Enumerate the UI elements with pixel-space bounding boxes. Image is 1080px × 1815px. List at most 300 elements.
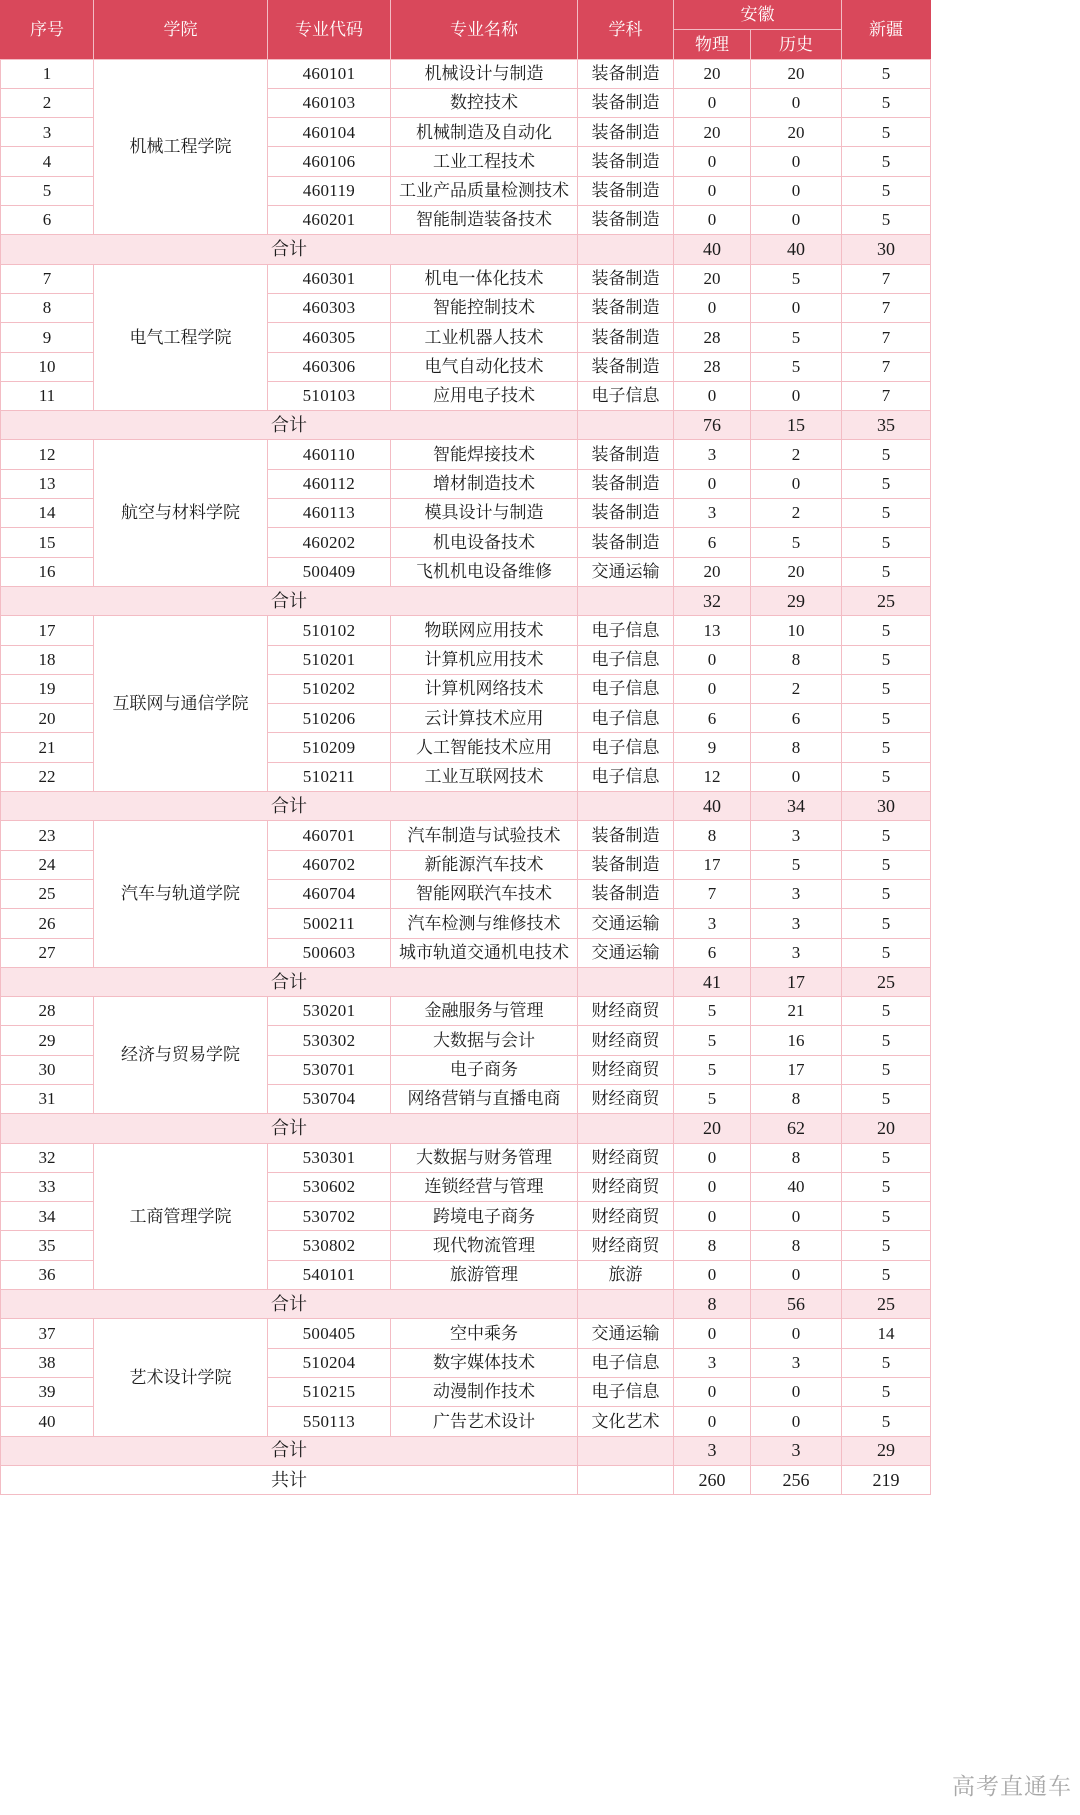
subtotal-anhui-physics: 40 — [674, 792, 751, 821]
subtotal-anhui-physics: 76 — [674, 411, 751, 440]
cell-anhui-history: 20 — [751, 557, 842, 586]
subtotal-label: 合计 — [1, 967, 578, 996]
cell-discipline: 装备制造 — [578, 118, 674, 147]
cell-anhui-history: 17 — [751, 1055, 842, 1084]
cell-anhui-physics: 28 — [674, 323, 751, 352]
cell-major-name: 新能源汽车技术 — [391, 850, 578, 879]
cell-anhui-physics: 0 — [674, 1319, 751, 1348]
subtotal-anhui-history: 17 — [751, 967, 842, 996]
cell-discipline: 装备制造 — [578, 821, 674, 850]
cell-discipline: 装备制造 — [578, 850, 674, 879]
header-row-1 — [1, 1, 931, 30]
cell-xinjiang: 5 — [842, 616, 931, 645]
cell-major-name: 数字媒体技术 — [391, 1348, 578, 1377]
grand-total-row — [1, 1465, 931, 1494]
cell-discipline: 文化艺术 — [578, 1407, 674, 1436]
cell-discipline: 电子信息 — [578, 616, 674, 645]
cell-xinjiang: 5 — [842, 147, 931, 176]
cell-major-name: 旅游管理 — [391, 1260, 578, 1289]
subtotal-xinjiang: 25 — [842, 967, 931, 996]
subtotal-row — [1, 1290, 931, 1319]
subtotal-discipline-spacer — [578, 792, 674, 821]
table-row — [1, 616, 931, 645]
cell-major-name: 计算机网络技术 — [391, 674, 578, 703]
cell-major-name: 广告艺术设计 — [391, 1407, 578, 1436]
cell-major-code: 460303 — [268, 293, 391, 322]
cell-major-code: 510102 — [268, 616, 391, 645]
cell-major-name: 智能控制技术 — [391, 293, 578, 322]
cell-xinjiang: 5 — [842, 645, 931, 674]
cell-major-code: 530701 — [268, 1055, 391, 1084]
cell-seq: 32 — [1, 1143, 94, 1172]
cell-anhui-history: 40 — [751, 1172, 842, 1201]
cell-anhui-history: 10 — [751, 616, 842, 645]
cell-major-name: 工业工程技术 — [391, 147, 578, 176]
cell-anhui-history: 8 — [751, 645, 842, 674]
subtotal-anhui-history: 56 — [751, 1290, 842, 1319]
cell-seq: 3 — [1, 118, 94, 147]
cell-anhui-history: 3 — [751, 909, 842, 938]
cell-major-name: 现代物流管理 — [391, 1231, 578, 1260]
cell-anhui-physics: 0 — [674, 1377, 751, 1406]
cell-seq: 20 — [1, 704, 94, 733]
cell-seq: 7 — [1, 264, 94, 293]
cell-discipline: 电子信息 — [578, 674, 674, 703]
cell-seq: 2 — [1, 88, 94, 117]
cell-seq: 30 — [1, 1055, 94, 1084]
grand-total-discipline-spacer — [578, 1465, 674, 1494]
cell-xinjiang: 5 — [842, 440, 931, 469]
cell-anhui-physics: 0 — [674, 293, 751, 322]
cell-anhui-physics: 0 — [674, 1202, 751, 1231]
cell-major-code: 460704 — [268, 879, 391, 908]
cell-anhui-physics: 5 — [674, 1084, 751, 1113]
cell-anhui-history: 3 — [751, 938, 842, 967]
subtotal-anhui-history: 3 — [751, 1436, 842, 1465]
cell-discipline: 财经商贸 — [578, 1202, 674, 1231]
cell-seq: 9 — [1, 323, 94, 352]
subtotal-anhui-physics: 32 — [674, 586, 751, 615]
cell-anhui-history: 8 — [751, 733, 842, 762]
cell-xinjiang: 5 — [842, 1084, 931, 1113]
cell-seq: 40 — [1, 1407, 94, 1436]
cell-major-code: 460119 — [268, 176, 391, 205]
subtotal-anhui-history: 62 — [751, 1114, 842, 1143]
cell-major-name: 数控技术 — [391, 88, 578, 117]
subtotal-label: 合计 — [1, 1114, 578, 1143]
cell-seq: 38 — [1, 1348, 94, 1377]
cell-discipline: 财经商贸 — [578, 1172, 674, 1201]
cell-college: 机械工程学院 — [94, 59, 268, 235]
column-header-major-name: 专业名称 — [391, 1, 578, 60]
cell-anhui-history: 0 — [751, 1202, 842, 1231]
cell-discipline: 装备制造 — [578, 176, 674, 205]
cell-anhui-physics: 20 — [674, 118, 751, 147]
column-header-anhui-physics: 物理 — [674, 30, 751, 59]
column-header-seq: 序号 — [1, 1, 94, 60]
cell-major-code: 530302 — [268, 1026, 391, 1055]
cell-discipline: 交通运输 — [578, 557, 674, 586]
column-header-major-code: 专业代码 — [268, 1, 391, 60]
cell-major-code: 460702 — [268, 850, 391, 879]
cell-major-code: 530702 — [268, 1202, 391, 1231]
cell-major-name: 物联网应用技术 — [391, 616, 578, 645]
cell-anhui-history: 2 — [751, 674, 842, 703]
cell-anhui-physics: 28 — [674, 352, 751, 381]
cell-seq: 4 — [1, 147, 94, 176]
cell-seq: 35 — [1, 1231, 94, 1260]
cell-anhui-physics: 7 — [674, 879, 751, 908]
cell-xinjiang: 5 — [842, 1055, 931, 1084]
cell-anhui-history: 0 — [751, 1407, 842, 1436]
cell-xinjiang: 5 — [842, 88, 931, 117]
cell-xinjiang: 5 — [842, 762, 931, 791]
cell-anhui-physics: 0 — [674, 176, 751, 205]
cell-major-code: 510202 — [268, 674, 391, 703]
cell-seq: 18 — [1, 645, 94, 674]
cell-discipline: 装备制造 — [578, 440, 674, 469]
cell-major-code: 460202 — [268, 528, 391, 557]
cell-xinjiang: 5 — [842, 118, 931, 147]
cell-major-name: 大数据与财务管理 — [391, 1143, 578, 1172]
cell-discipline: 电子信息 — [578, 1348, 674, 1377]
cell-anhui-physics: 0 — [674, 88, 751, 117]
cell-anhui-physics: 5 — [674, 1026, 751, 1055]
cell-anhui-physics: 6 — [674, 528, 751, 557]
table-row — [1, 440, 931, 469]
cell-xinjiang: 7 — [842, 323, 931, 352]
table-row — [1, 59, 931, 88]
cell-discipline: 交通运输 — [578, 909, 674, 938]
cell-xinjiang: 5 — [842, 1407, 931, 1436]
cell-xinjiang: 5 — [842, 1143, 931, 1172]
column-header-discipline: 学科 — [578, 1, 674, 60]
cell-discipline: 电子信息 — [578, 645, 674, 674]
cell-major-name: 飞机机电设备维修 — [391, 557, 578, 586]
cell-anhui-physics: 8 — [674, 821, 751, 850]
cell-anhui-history: 20 — [751, 59, 842, 88]
cell-anhui-history: 5 — [751, 850, 842, 879]
cell-anhui-history: 0 — [751, 293, 842, 322]
cell-discipline: 装备制造 — [578, 59, 674, 88]
subtotal-label: 合计 — [1, 1436, 578, 1465]
cell-seq: 5 — [1, 176, 94, 205]
cell-anhui-physics: 0 — [674, 147, 751, 176]
cell-college: 工商管理学院 — [94, 1143, 268, 1289]
cell-college: 航空与材料学院 — [94, 440, 268, 586]
subtotal-discipline-spacer — [578, 1290, 674, 1319]
cell-discipline: 电子信息 — [578, 733, 674, 762]
cell-xinjiang: 7 — [842, 264, 931, 293]
cell-anhui-physics: 0 — [674, 1172, 751, 1201]
cell-discipline: 装备制造 — [578, 293, 674, 322]
cell-anhui-history: 3 — [751, 879, 842, 908]
subtotal-xinjiang: 25 — [842, 586, 931, 615]
cell-discipline: 财经商贸 — [578, 997, 674, 1026]
cell-xinjiang: 5 — [842, 821, 931, 850]
cell-anhui-history: 6 — [751, 704, 842, 733]
cell-major-name: 空中乘务 — [391, 1319, 578, 1348]
cell-anhui-history: 0 — [751, 762, 842, 791]
cell-major-name: 工业机器人技术 — [391, 323, 578, 352]
cell-discipline: 电子信息 — [578, 762, 674, 791]
cell-discipline: 装备制造 — [578, 88, 674, 117]
cell-major-code: 530602 — [268, 1172, 391, 1201]
cell-major-name: 工业产品质量检测技术 — [391, 176, 578, 205]
cell-anhui-physics: 5 — [674, 997, 751, 1026]
cell-seq: 24 — [1, 850, 94, 879]
subtotal-anhui-history: 34 — [751, 792, 842, 821]
subtotal-anhui-physics: 8 — [674, 1290, 751, 1319]
grand-total-anhui-physics: 260 — [674, 1465, 751, 1494]
cell-major-code: 530301 — [268, 1143, 391, 1172]
cell-major-name: 电子商务 — [391, 1055, 578, 1084]
cell-major-code: 500211 — [268, 909, 391, 938]
cell-anhui-physics: 6 — [674, 938, 751, 967]
cell-major-name: 智能制造装备技术 — [391, 206, 578, 235]
subtotal-row — [1, 967, 931, 996]
cell-anhui-history: 8 — [751, 1231, 842, 1260]
subtotal-anhui-history: 29 — [751, 586, 842, 615]
cell-anhui-history: 0 — [751, 469, 842, 498]
subtotal-anhui-history: 15 — [751, 411, 842, 440]
subtotal-label: 合计 — [1, 586, 578, 615]
subtotal-discipline-spacer — [578, 967, 674, 996]
cell-xinjiang: 5 — [842, 528, 931, 557]
cell-discipline: 财经商贸 — [578, 1026, 674, 1055]
cell-major-code: 460112 — [268, 469, 391, 498]
column-header-college: 学院 — [94, 1, 268, 60]
cell-major-code: 510215 — [268, 1377, 391, 1406]
cell-anhui-physics: 8 — [674, 1231, 751, 1260]
cell-xinjiang: 5 — [842, 469, 931, 498]
cell-anhui-history: 5 — [751, 352, 842, 381]
cell-anhui-history: 0 — [751, 176, 842, 205]
cell-major-code: 460305 — [268, 323, 391, 352]
cell-major-code: 460106 — [268, 147, 391, 176]
cell-major-code: 460301 — [268, 264, 391, 293]
cell-major-name: 人工智能技术应用 — [391, 733, 578, 762]
cell-seq: 17 — [1, 616, 94, 645]
cell-major-name: 动漫制作技术 — [391, 1377, 578, 1406]
cell-xinjiang: 5 — [842, 674, 931, 703]
subtotal-xinjiang: 25 — [842, 1290, 931, 1319]
table-row — [1, 997, 931, 1026]
cell-seq: 39 — [1, 1377, 94, 1406]
cell-anhui-physics: 17 — [674, 850, 751, 879]
cell-seq: 19 — [1, 674, 94, 703]
cell-seq: 26 — [1, 909, 94, 938]
cell-anhui-history: 0 — [751, 206, 842, 235]
cell-major-name: 云计算技术应用 — [391, 704, 578, 733]
cell-discipline: 旅游 — [578, 1260, 674, 1289]
subtotal-xinjiang: 35 — [842, 411, 931, 440]
cell-seq: 37 — [1, 1319, 94, 1348]
cell-anhui-physics: 20 — [674, 264, 751, 293]
cell-anhui-physics: 6 — [674, 704, 751, 733]
grand-total-xinjiang: 219 — [842, 1465, 931, 1494]
cell-major-name: 机电设备技术 — [391, 528, 578, 557]
cell-anhui-physics: 13 — [674, 616, 751, 645]
subtotal-xinjiang: 20 — [842, 1114, 931, 1143]
cell-xinjiang: 5 — [842, 499, 931, 528]
cell-xinjiang: 5 — [842, 176, 931, 205]
cell-major-code: 530704 — [268, 1084, 391, 1113]
cell-seq: 13 — [1, 469, 94, 498]
cell-anhui-physics: 5 — [674, 1055, 751, 1084]
column-header-anhui-history: 历史 — [751, 30, 842, 59]
cell-major-name: 城市轨道交通机电技术 — [391, 938, 578, 967]
cell-xinjiang: 7 — [842, 381, 931, 410]
cell-major-name: 工业互联网技术 — [391, 762, 578, 791]
cell-major-name: 大数据与会计 — [391, 1026, 578, 1055]
cell-anhui-history: 0 — [751, 88, 842, 117]
cell-major-name: 机械制造及自动化 — [391, 118, 578, 147]
cell-anhui-physics: 0 — [674, 206, 751, 235]
table-row — [1, 1319, 931, 1348]
subtotal-anhui-history: 40 — [751, 235, 842, 264]
cell-major-code: 500409 — [268, 557, 391, 586]
cell-major-name: 应用电子技术 — [391, 381, 578, 410]
cell-xinjiang: 5 — [842, 704, 931, 733]
cell-college: 艺术设计学院 — [94, 1319, 268, 1436]
cell-xinjiang: 5 — [842, 909, 931, 938]
subtotal-row — [1, 792, 931, 821]
cell-seq: 12 — [1, 440, 94, 469]
cell-xinjiang: 5 — [842, 1348, 931, 1377]
cell-anhui-history: 0 — [751, 1260, 842, 1289]
cell-anhui-history: 2 — [751, 440, 842, 469]
cell-anhui-physics: 0 — [674, 674, 751, 703]
cell-xinjiang: 5 — [842, 1172, 931, 1201]
cell-major-code: 500405 — [268, 1319, 391, 1348]
cell-anhui-history: 0 — [751, 147, 842, 176]
cell-major-name: 模具设计与制造 — [391, 499, 578, 528]
cell-major-name: 智能焊接技术 — [391, 440, 578, 469]
cell-discipline: 装备制造 — [578, 352, 674, 381]
subtotal-anhui-physics: 3 — [674, 1436, 751, 1465]
cell-discipline: 财经商贸 — [578, 1055, 674, 1084]
cell-college: 汽车与轨道学院 — [94, 821, 268, 967]
cell-discipline: 装备制造 — [578, 879, 674, 908]
cell-discipline: 装备制造 — [578, 206, 674, 235]
subtotal-label: 合计 — [1, 792, 578, 821]
cell-discipline: 电子信息 — [578, 381, 674, 410]
cell-xinjiang: 14 — [842, 1319, 931, 1348]
cell-major-code: 460110 — [268, 440, 391, 469]
subtotal-discipline-spacer — [578, 1436, 674, 1465]
cell-anhui-history: 8 — [751, 1143, 842, 1172]
cell-anhui-history: 21 — [751, 997, 842, 1026]
cell-anhui-physics: 20 — [674, 557, 751, 586]
cell-major-name: 跨境电子商务 — [391, 1202, 578, 1231]
cell-seq: 28 — [1, 997, 94, 1026]
cell-anhui-physics: 0 — [674, 469, 751, 498]
cell-anhui-history: 2 — [751, 499, 842, 528]
cell-major-code: 460701 — [268, 821, 391, 850]
cell-discipline: 装备制造 — [578, 499, 674, 528]
subtotal-row — [1, 1436, 931, 1465]
table-row — [1, 264, 931, 293]
cell-xinjiang: 5 — [842, 1260, 931, 1289]
grand-total-anhui-history: 256 — [751, 1465, 842, 1494]
cell-major-code: 530201 — [268, 997, 391, 1026]
table-header — [1, 1, 931, 60]
cell-major-code: 510209 — [268, 733, 391, 762]
cell-anhui-history: 20 — [751, 118, 842, 147]
subtotal-row — [1, 1114, 931, 1143]
cell-anhui-history: 0 — [751, 1377, 842, 1406]
cell-discipline: 财经商贸 — [578, 1143, 674, 1172]
cell-seq: 27 — [1, 938, 94, 967]
cell-discipline: 财经商贸 — [578, 1231, 674, 1260]
cell-major-code: 510204 — [268, 1348, 391, 1377]
cell-anhui-history: 8 — [751, 1084, 842, 1113]
table-row — [1, 1143, 931, 1172]
subtotal-discipline-spacer — [578, 586, 674, 615]
cell-major-code: 530802 — [268, 1231, 391, 1260]
cell-discipline: 装备制造 — [578, 323, 674, 352]
table-body — [1, 59, 931, 1495]
cell-major-code: 510206 — [268, 704, 391, 733]
cell-discipline: 装备制造 — [578, 469, 674, 498]
subtotal-row — [1, 411, 931, 440]
cell-seq: 34 — [1, 1202, 94, 1231]
subtotal-xinjiang: 30 — [842, 792, 931, 821]
subtotal-discipline-spacer — [578, 1114, 674, 1143]
cell-anhui-physics: 0 — [674, 381, 751, 410]
subtotal-anhui-physics: 40 — [674, 235, 751, 264]
cell-seq: 23 — [1, 821, 94, 850]
grand-total-label: 共计 — [1, 1465, 578, 1494]
cell-anhui-physics: 12 — [674, 762, 751, 791]
cell-seq: 11 — [1, 381, 94, 410]
cell-xinjiang: 5 — [842, 1231, 931, 1260]
table-row — [1, 821, 931, 850]
cell-anhui-history: 3 — [751, 1348, 842, 1377]
cell-anhui-history: 5 — [751, 528, 842, 557]
cell-seq: 14 — [1, 499, 94, 528]
cell-discipline: 电子信息 — [578, 1377, 674, 1406]
cell-major-name: 连锁经营与管理 — [391, 1172, 578, 1201]
cell-major-code: 460113 — [268, 499, 391, 528]
cell-anhui-physics: 0 — [674, 645, 751, 674]
subtotal-anhui-physics: 20 — [674, 1114, 751, 1143]
cell-seq: 6 — [1, 206, 94, 235]
cell-anhui-physics: 3 — [674, 1348, 751, 1377]
cell-major-name: 计算机应用技术 — [391, 645, 578, 674]
cell-anhui-history: 5 — [751, 323, 842, 352]
cell-major-code: 550113 — [268, 1407, 391, 1436]
cell-major-name: 智能网联汽车技术 — [391, 879, 578, 908]
cell-xinjiang: 5 — [842, 206, 931, 235]
cell-xinjiang: 5 — [842, 557, 931, 586]
cell-major-code: 510211 — [268, 762, 391, 791]
cell-seq: 33 — [1, 1172, 94, 1201]
subtotal-row — [1, 235, 931, 264]
subtotal-xinjiang: 30 — [842, 235, 931, 264]
cell-xinjiang: 5 — [842, 997, 931, 1026]
cell-seq: 36 — [1, 1260, 94, 1289]
cell-anhui-physics: 3 — [674, 909, 751, 938]
cell-seq: 29 — [1, 1026, 94, 1055]
cell-major-name: 机电一体化技术 — [391, 264, 578, 293]
subtotal-label: 合计 — [1, 235, 578, 264]
subtotal-anhui-physics: 41 — [674, 967, 751, 996]
cell-xinjiang: 5 — [842, 1202, 931, 1231]
cell-anhui-history: 3 — [751, 821, 842, 850]
cell-discipline: 交通运输 — [578, 1319, 674, 1348]
